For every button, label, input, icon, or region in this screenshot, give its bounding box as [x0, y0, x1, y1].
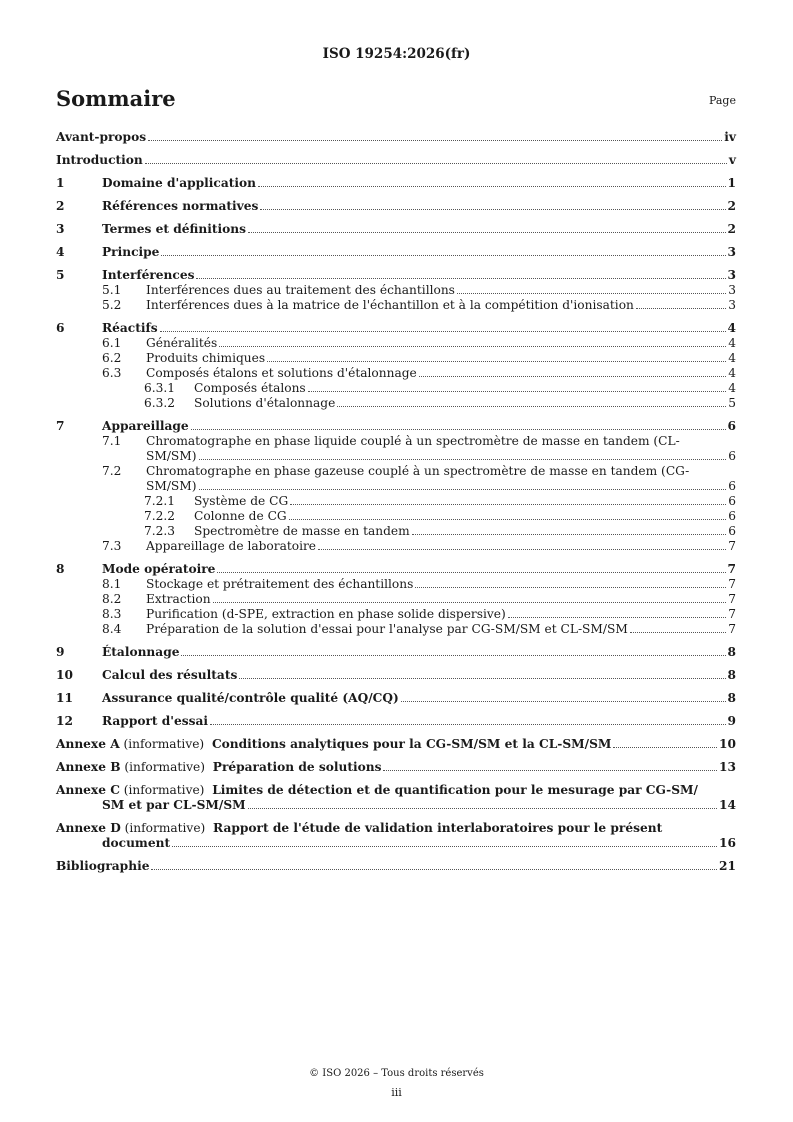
toc-entry-label: Interférences dues à la matrice de l'échantillon et à la compétition d'ionisation — [146, 298, 634, 312]
toc-entry[interactable] — [56, 283, 736, 298]
toc-entry-page: 2 — [727, 222, 736, 236]
toc-entry[interactable] — [56, 622, 736, 637]
toc-entry-number: 2 — [56, 199, 65, 213]
toc-entry[interactable] — [56, 509, 736, 524]
toc-entry-number: 8 — [56, 562, 65, 576]
toc-entry-label: Rapport d'essai — [102, 714, 209, 728]
toc-entry-number: 8.3 — [102, 607, 122, 621]
toc-row — [56, 419, 736, 434]
toc-row — [56, 592, 736, 607]
toc-entry[interactable] — [56, 336, 736, 351]
toc-entry-page: iv — [724, 130, 736, 144]
toc-entry[interactable] — [56, 434, 736, 464]
toc-row — [56, 130, 736, 145]
toc-entry-label: Interférences — [102, 268, 195, 282]
toc-entry[interactable] — [56, 130, 736, 145]
copyright-footer: © ISO 2026 – Tous droits réservés — [309, 1068, 484, 1079]
toc-entry-page: 3 — [728, 298, 736, 312]
toc-entry-label: Préparation de la solution d'essai pour l'analyse par CG-SM/SM et CL-SM/SM — [146, 622, 628, 636]
toc-entry-page: 5 — [728, 396, 736, 410]
toc-row — [56, 859, 736, 874]
annex-note: (informative) — [119, 783, 213, 797]
toc-entry-page: 8 — [727, 691, 736, 705]
toc-row — [56, 494, 736, 509]
toc-row-continued — [56, 479, 736, 494]
toc-entry-number: 8.1 — [102, 577, 122, 591]
toc-entry-page: 7 — [728, 607, 736, 621]
toc-entry-label: Rapport de l'étude de validation interlaboratoires pour le présent — [213, 821, 663, 835]
leader-dots — [258, 186, 726, 187]
toc-entry-label: Réactifs — [102, 321, 158, 335]
page-title: Sommaire — [56, 86, 176, 111]
leader-dots — [337, 406, 726, 407]
toc-entry[interactable] — [56, 419, 736, 434]
toc-entry-label: Système de CG — [194, 494, 289, 508]
toc-entry[interactable] — [56, 524, 736, 539]
leader-dots — [161, 255, 725, 256]
toc-entry[interactable] — [56, 199, 736, 214]
annex-note: (informative) — [119, 737, 212, 751]
toc-entry-label-continued: SM et par CL-SM/SM — [102, 798, 246, 812]
toc-row — [56, 464, 736, 479]
annex-label: Annexe A — [56, 737, 120, 751]
toc-entry-label: Colonne de CG — [194, 509, 287, 523]
page-number: iii — [391, 1086, 402, 1099]
toc-entry-label: Chromatographe en phase liquide couplé à un spectromètre de masse en tandem (CL- — [146, 434, 680, 448]
toc-row — [56, 509, 736, 524]
table-of-contents — [56, 130, 736, 874]
leader-dots — [636, 308, 726, 309]
annex-note: (informative) — [120, 821, 214, 835]
toc-row — [56, 691, 736, 706]
annex-note: (informative) — [120, 760, 213, 774]
toc-entry[interactable] — [56, 691, 736, 706]
toc-entry[interactable] — [56, 821, 736, 851]
toc-row — [56, 714, 736, 729]
toc-row — [56, 434, 736, 449]
toc-entry-label: Spectromètre de masse en tandem — [194, 524, 410, 538]
leader-dots — [630, 632, 726, 633]
toc-entry-number: 5 — [56, 268, 65, 282]
toc-entry-label: Chromatographe en phase gazeuse couplé à un spectromètre de masse en tandem (CG- — [146, 464, 690, 478]
toc-entry[interactable] — [56, 592, 736, 607]
toc-entry-number: 3 — [56, 222, 65, 236]
toc-row — [56, 396, 736, 411]
leader-dots — [267, 361, 726, 362]
toc-entry-label: Solutions d'étalonnage — [194, 396, 336, 410]
toc-entry-page: 6 — [727, 419, 736, 433]
toc-row — [56, 737, 736, 752]
toc-entry[interactable] — [56, 351, 736, 366]
toc-entry-label: Préparation de solutions — [212, 760, 382, 774]
toc-row — [56, 622, 736, 637]
toc-entry-label: Domaine d'application — [102, 176, 256, 190]
leader-dots — [412, 534, 727, 535]
toc-entry-number: 11 — [56, 691, 73, 705]
toc-entry-label: Produits chimiques — [146, 351, 266, 365]
toc-entry-number: 10 — [56, 668, 73, 682]
toc-entry[interactable] — [56, 760, 736, 775]
toc-entry-label: Assurance qualité/contrôle qualité (AQ/CQ) — [102, 691, 399, 705]
toc-entry-number: 6.3 — [102, 366, 122, 380]
leader-dots — [160, 331, 726, 332]
toc-entry-number: 7.2.2 — [144, 509, 176, 523]
toc-entry[interactable] — [56, 737, 736, 752]
leader-dots — [308, 391, 727, 392]
toc-entry[interactable] — [56, 222, 736, 237]
toc-row-continued — [56, 449, 736, 464]
toc-row-continued — [56, 836, 736, 851]
leader-dots — [239, 678, 725, 679]
annex-label: Annexe B — [56, 760, 121, 774]
page-column-label: Page — [708, 94, 736, 107]
toc-entry-page: 6 — [728, 524, 736, 538]
toc-entry-label: Principe — [102, 245, 160, 259]
toc-entry-label: Composés étalons — [194, 381, 306, 395]
toc-entry-number: 5.1 — [102, 283, 122, 297]
leader-dots — [145, 163, 727, 164]
toc-entry-label: Introduction — [56, 153, 143, 167]
leader-dots — [415, 587, 726, 588]
toc-entry[interactable] — [56, 464, 736, 494]
toc-entry-page: 4 — [728, 381, 736, 395]
toc-entry-page: 13 — [719, 760, 736, 774]
toc-entry-page: 7 — [728, 592, 736, 606]
toc-entry-number: 7.2.1 — [144, 494, 176, 508]
leader-dots — [199, 459, 727, 460]
toc-entry-number: 1 — [56, 176, 65, 190]
toc-row — [56, 607, 736, 622]
toc-entry-number: 7 — [56, 419, 65, 433]
toc-entry-page: 3 — [727, 245, 736, 259]
toc-row — [56, 577, 736, 592]
toc-row — [56, 298, 736, 313]
leader-dots — [457, 293, 726, 294]
leader-dots — [219, 346, 726, 347]
toc-entry[interactable] — [56, 539, 736, 554]
toc-entry-number: 8.4 — [102, 622, 122, 636]
toc-entry-number: 12 — [56, 714, 73, 728]
toc-entry-page: 6 — [728, 494, 736, 508]
leader-dots — [148, 140, 722, 141]
toc-entry-label-continued: document — [102, 836, 171, 850]
toc-entry-label: Références normatives — [102, 199, 259, 213]
toc-entry-page: v — [728, 153, 736, 167]
toc-entry[interactable] — [56, 245, 736, 260]
toc-entry-number: 6 — [56, 321, 65, 335]
toc-entry[interactable] — [56, 645, 736, 660]
leader-dots — [210, 724, 725, 725]
toc-row — [56, 668, 736, 683]
toc-entry-label: Appareillage — [102, 419, 189, 433]
toc-entry-number: 6.1 — [102, 336, 122, 350]
toc-entry-page: 6 — [728, 509, 736, 523]
toc-entry-label: Interférences dues au traitement des échantillons — [146, 283, 455, 297]
toc-entry-number: 8.2 — [102, 592, 122, 606]
leader-dots — [613, 747, 717, 748]
toc-entry-number: 7.1 — [102, 434, 122, 448]
toc-entry-page: 3 — [728, 283, 736, 297]
toc-entry[interactable] — [56, 366, 736, 381]
toc-row — [56, 321, 736, 336]
toc-row-continued — [56, 798, 736, 813]
toc-entry-page: 4 — [728, 336, 736, 350]
leader-dots — [248, 808, 717, 809]
toc-row — [56, 524, 736, 539]
toc-row — [56, 366, 736, 381]
toc-entry[interactable] — [56, 859, 736, 874]
leader-dots — [419, 376, 727, 377]
toc-row — [56, 760, 736, 775]
toc-entry[interactable] — [56, 268, 736, 283]
toc-row — [56, 222, 736, 237]
toc-entry-page: 10 — [719, 737, 736, 751]
toc-entry-number: 4 — [56, 245, 65, 259]
toc-row — [56, 783, 736, 798]
leader-dots — [290, 504, 726, 505]
toc-entry-page: 7 — [728, 577, 736, 591]
toc-entry[interactable] — [56, 396, 736, 411]
leader-dots — [260, 209, 725, 210]
toc-row — [56, 245, 736, 260]
toc-row — [56, 381, 736, 396]
toc-row — [56, 199, 736, 214]
toc-entry-number: 5.2 — [102, 298, 122, 312]
toc-row — [56, 351, 736, 366]
toc-entry[interactable] — [56, 494, 736, 509]
toc-entry-label: Extraction — [146, 592, 211, 606]
toc-entry-label: Généralités — [146, 336, 218, 350]
toc-entry[interactable] — [56, 176, 736, 191]
toc-entry-label-continued: SM/SM) — [146, 479, 197, 493]
leader-dots — [289, 519, 727, 520]
toc-entry-number: 6.3.2 — [144, 396, 176, 410]
toc-entry-page: 6 — [728, 479, 736, 493]
toc-entry-number: 7.3 — [102, 539, 122, 553]
toc-entry-page: 2 — [727, 199, 736, 213]
toc-entry-label: Mode opératoire — [102, 562, 216, 576]
toc-entry-number: 9 — [56, 645, 65, 659]
leader-dots — [401, 701, 726, 702]
toc-entry-page: 21 — [719, 859, 736, 873]
toc-entry[interactable] — [56, 607, 736, 622]
toc-entry-label: Limites de détection et de quantification pour le mesurage par CG-SM/ — [212, 783, 698, 797]
toc-entry-page: 4 — [727, 321, 736, 335]
toc-entry-page: 14 — [719, 798, 736, 812]
toc-entry-page: 7 — [728, 539, 736, 553]
toc-entry-page: 4 — [728, 366, 736, 380]
toc-entry-label: Conditions analytiques pour la CG-SM/SM et la CL-SM/SM — [211, 737, 612, 751]
toc-entry-page: 9 — [727, 714, 736, 728]
toc-entry-page: 8 — [727, 645, 736, 659]
leader-dots — [172, 846, 717, 847]
toc-row — [56, 153, 736, 168]
toc-row — [56, 821, 736, 836]
toc-entry-page: 16 — [719, 836, 736, 850]
toc-entry[interactable] — [56, 668, 736, 683]
leader-dots — [217, 572, 725, 573]
toc-entry-label: Étalonnage — [102, 645, 180, 659]
toc-entry-label: Avant-propos — [56, 130, 147, 144]
toc-entry-label: Bibliographie — [56, 859, 150, 873]
leader-dots — [181, 655, 725, 656]
document-id: ISO 19254:2026(fr) — [322, 46, 471, 62]
toc-entry-label: Appareillage de laboratoire — [146, 539, 317, 553]
leader-dots — [508, 617, 726, 618]
toc-entry-label: Stockage et prétraitement des échantillons — [146, 577, 414, 591]
toc-row — [56, 562, 736, 577]
leader-dots — [318, 549, 726, 550]
leader-dots — [383, 770, 717, 771]
toc-entry-page: 7 — [728, 622, 736, 636]
toc-entry[interactable] — [56, 783, 736, 813]
toc-entry-number: 7.2 — [102, 464, 122, 478]
toc-row — [56, 268, 736, 283]
toc-entry[interactable] — [56, 321, 736, 336]
toc-entry-label-continued: SM/SM) — [146, 449, 197, 463]
leader-dots — [196, 278, 725, 279]
toc-row — [56, 539, 736, 554]
toc-entry[interactable] — [56, 153, 736, 168]
toc-entry[interactable] — [56, 714, 736, 729]
toc-row — [56, 645, 736, 660]
leader-dots — [213, 602, 727, 603]
toc-entry-number: 6.2 — [102, 351, 122, 365]
leader-dots — [248, 232, 726, 233]
toc-entry-page: 7 — [727, 562, 736, 576]
toc-entry-page: 3 — [727, 268, 736, 282]
toc-entry-page: 1 — [727, 176, 736, 190]
toc-entry-page: 6 — [728, 449, 736, 463]
toc-row — [56, 176, 736, 191]
toc-entry-page: 8 — [727, 668, 736, 682]
toc-row — [56, 283, 736, 298]
leader-dots — [151, 869, 717, 870]
annex-label: Annexe C — [56, 783, 120, 797]
toc-entry-label: Purification (d-SPE, extraction en phase solide dispersive) — [146, 607, 506, 621]
toc-entry[interactable] — [56, 562, 736, 577]
toc-entry-number: 6.3.1 — [144, 381, 176, 395]
toc-entry-label: Composés étalons et solutions d'étalonnage — [146, 366, 417, 380]
toc-entry[interactable] — [56, 298, 736, 313]
toc-entry-label: Termes et définitions — [102, 222, 246, 236]
toc-entry-label: Calcul des résultats — [102, 668, 238, 682]
toc-entry[interactable] — [56, 577, 736, 592]
leader-dots — [191, 429, 726, 430]
toc-entry-number: 7.2.3 — [144, 524, 176, 538]
leader-dots — [199, 489, 727, 490]
toc-row — [56, 336, 736, 351]
toc-entry[interactable] — [56, 381, 736, 396]
toc-entry-page: 4 — [728, 351, 736, 365]
annex-label: Annexe D — [56, 821, 121, 835]
